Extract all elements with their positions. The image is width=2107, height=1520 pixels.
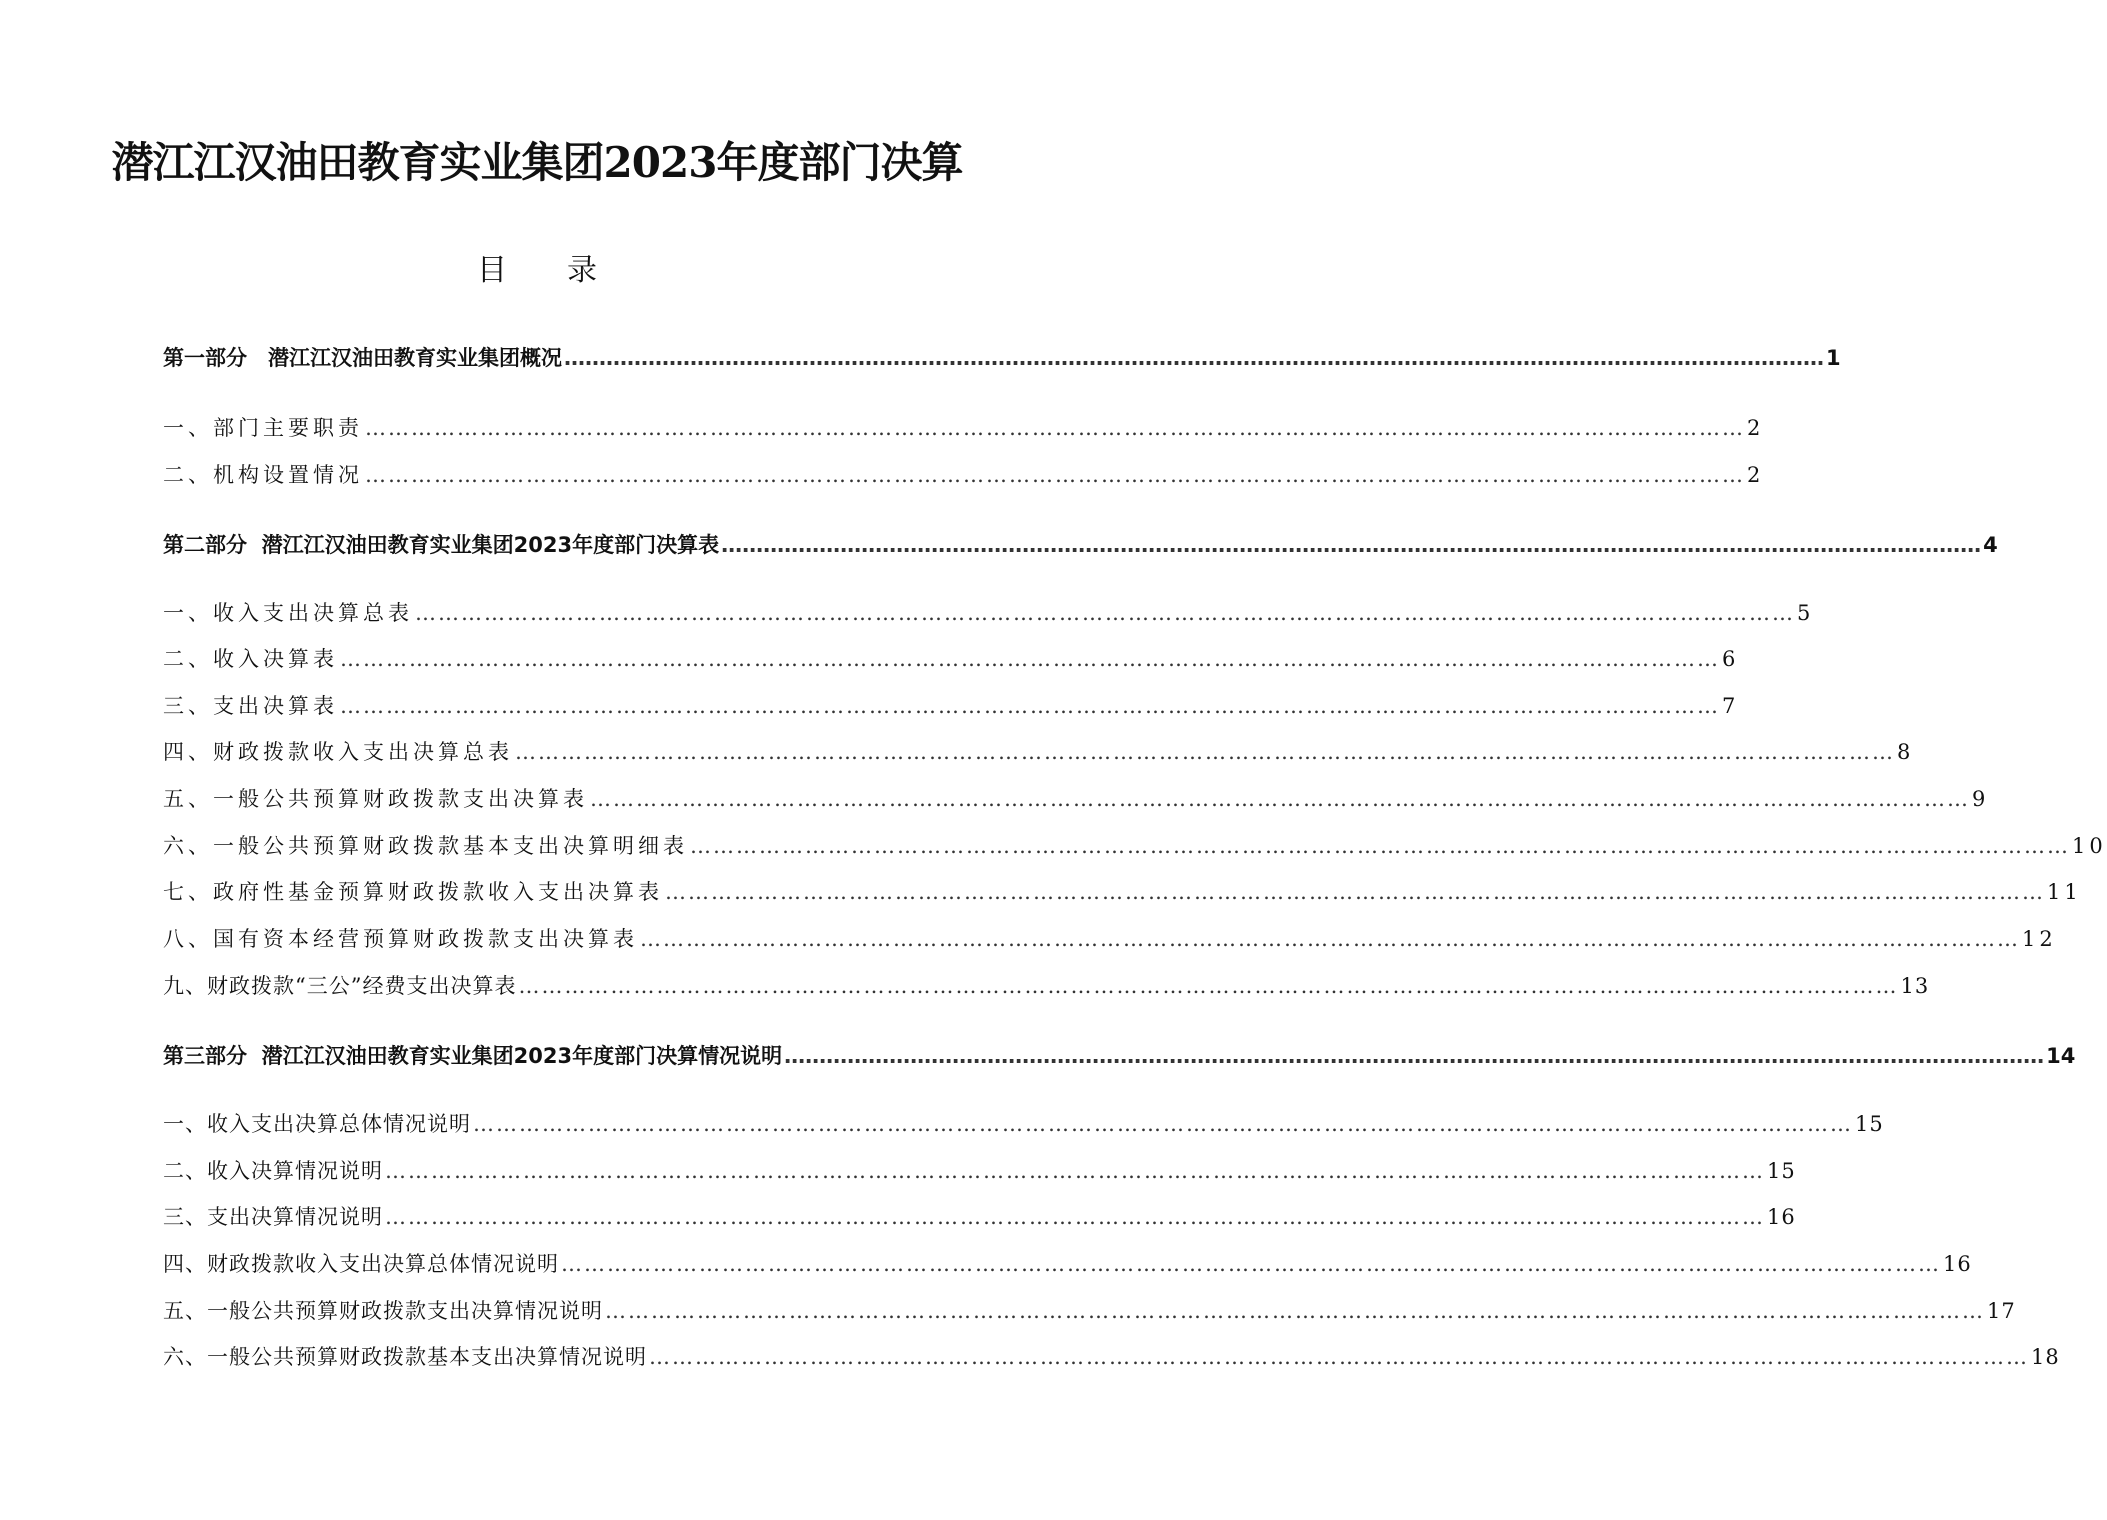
toc-part-title: 第二部分 潜江江汉油田教育实业集团2023年度部门决算表	[163, 533, 720, 557]
toc-leader: ………………………………………………………………………………………………………………………………………………………………	[473, 1112, 1853, 1136]
toc-item-title: 六、一般公共预算财政拨款基本支出决算明细表	[163, 834, 688, 858]
toc-page-number: 9	[1972, 787, 1990, 811]
toc-item-title: 七、政府性基金预算财政拨款收入支出决算表	[163, 880, 663, 904]
toc-item[interactable]	[163, 1107, 1884, 1141]
toc-item[interactable]	[163, 969, 1930, 1003]
toc-page-number: 1	[1826, 346, 1841, 370]
toc-leader: ………………………………………………………………………………………………………………………………………………………………	[721, 533, 1982, 557]
toc-leader: ………………………………………………………………………………………………………………………………………………………………	[590, 787, 1970, 811]
toc-leader: ………………………………………………………………………………………………………………………………………………………………	[415, 601, 1795, 625]
toc-page-number: 16	[1943, 1252, 1972, 1276]
toc-page-number: 12	[2022, 927, 2057, 951]
toc-leader: ………………………………………………………………………………………………………………………………………………………………	[518, 974, 1899, 998]
toc-item-title: 三、支出决算表	[163, 694, 338, 718]
toc-heading: 目录	[477, 253, 657, 288]
toc-part-3[interactable]	[163, 1039, 2076, 1073]
toc-page-number: 5	[1797, 601, 1815, 625]
toc-item-title: 三、支出决算情况说明	[163, 1205, 383, 1229]
toc-item[interactable]	[163, 782, 1990, 816]
toc-part-2[interactable]	[163, 528, 1998, 562]
toc-page-number: 4	[1983, 533, 1998, 557]
toc-item-title: 五、一般公共预算财政拨款支出决算表	[163, 787, 588, 811]
toc-item[interactable]	[163, 1294, 2016, 1328]
toc-item-title: 二、机构设置情况	[163, 463, 363, 487]
toc-part-title: 第一部分 潜江江汉油田教育实业集团概况	[163, 346, 562, 370]
toc-leader: ………………………………………………………………………………………………………………………………………………………………	[640, 927, 2020, 951]
toc-item-title: 五、一般公共预算财政拨款支出决算情况说明	[163, 1299, 603, 1323]
toc-item-title: 九、财政拨款“三公”经费支出决算表	[163, 974, 517, 998]
toc-page-number: 2	[1747, 416, 1765, 440]
toc-item[interactable]	[163, 596, 1815, 630]
toc-item-title: 六、一般公共预算财政拨款基本支出决算情况说明	[163, 1345, 647, 1369]
toc-item[interactable]	[163, 411, 1765, 445]
toc-item[interactable]	[163, 922, 2057, 956]
toc-page-number: 16	[1767, 1205, 1796, 1229]
toc-item-title: 二、收入决算情况说明	[163, 1159, 383, 1183]
toc-page-number: 13	[1900, 974, 1930, 998]
toc-page-number: 14	[2046, 1044, 2076, 1068]
toc-page-number: 17	[1987, 1299, 2016, 1323]
toc-page-number: 6	[1722, 647, 1740, 671]
toc-leader: ………………………………………………………………………………………………………………………………………………………………	[340, 647, 1720, 671]
toc-leader: ………………………………………………………………………………………………………………………………………………………………	[385, 1205, 1765, 1229]
toc-part-1[interactable]	[163, 341, 1841, 375]
toc-page-number: 8	[1897, 740, 1915, 764]
toc-item[interactable]	[163, 689, 1740, 723]
toc-item-title: 四、财政拨款收入支出决算总表	[163, 740, 513, 764]
toc-page-number: 11	[2047, 880, 2082, 904]
toc-item[interactable]	[163, 642, 1740, 676]
toc-page-number: 15	[1855, 1112, 1884, 1136]
toc-page-number: 10	[2072, 834, 2107, 858]
toc-part-title: 第三部分 潜江江汉油田教育实业集团2023年度部门决算情况说明	[163, 1044, 783, 1068]
toc-item[interactable]	[163, 1154, 1796, 1188]
toc-leader: ………………………………………………………………………………………………………………………………………………………………	[365, 416, 1745, 440]
toc-leader: ………………………………………………………………………………………………………………………………………………………………	[385, 1159, 1765, 1183]
toc-page-number: 18	[2031, 1345, 2060, 1369]
toc-page-number: 2	[1747, 463, 1765, 487]
toc-leader: ………………………………………………………………………………………………………………………………………………………………	[515, 740, 1895, 764]
toc-item[interactable]	[163, 458, 1765, 492]
toc-item-title: 一、部门主要职责	[163, 416, 363, 440]
toc-item[interactable]	[163, 1247, 1972, 1281]
toc-item-title: 二、收入决算表	[163, 647, 338, 671]
toc-item[interactable]	[163, 735, 1915, 769]
document-title: 潜江江汉油田教育实业集团2023年度部门决算	[111, 138, 963, 187]
toc-leader: ………………………………………………………………………………………………………………………………………………………………	[340, 694, 1720, 718]
toc-leader: ………………………………………………………………………………………………………………………………………………………………	[690, 834, 2070, 858]
toc-item[interactable]	[163, 1200, 1796, 1234]
toc-item-title: 一、收入支出决算总体情况说明	[163, 1112, 471, 1136]
toc-page-number: 7	[1722, 694, 1740, 718]
toc-leader: ………………………………………………………………………………………………………………………………………………………………	[605, 1299, 1985, 1323]
toc-leader: ………………………………………………………………………………………………………………………………………………………………	[365, 463, 1745, 487]
toc-leader: ………………………………………………………………………………………………………………………………………………………………	[561, 1252, 1941, 1276]
toc-item-title: 四、财政拨款收入支出决算总体情况说明	[163, 1252, 559, 1276]
toc-item[interactable]	[163, 829, 2107, 863]
toc-page-number: 15	[1767, 1159, 1796, 1183]
toc-leader: ………………………………………………………………………………………………………………………………………………………………	[784, 1044, 2045, 1068]
toc-item-title: 一、收入支出决算总表	[163, 601, 413, 625]
toc-item-title: 八、国有资本经营预算财政拨款支出决算表	[163, 927, 638, 951]
toc-leader: ………………………………………………………………………………………………………………………………………………………………	[665, 880, 2045, 904]
toc-item[interactable]	[163, 1340, 2060, 1374]
toc-leader: ………………………………………………………………………………………………………………………………………………………………	[564, 346, 1824, 370]
toc-leader: ………………………………………………………………………………………………………………………………………………………………	[649, 1345, 2029, 1369]
toc-item[interactable]	[163, 875, 2082, 909]
